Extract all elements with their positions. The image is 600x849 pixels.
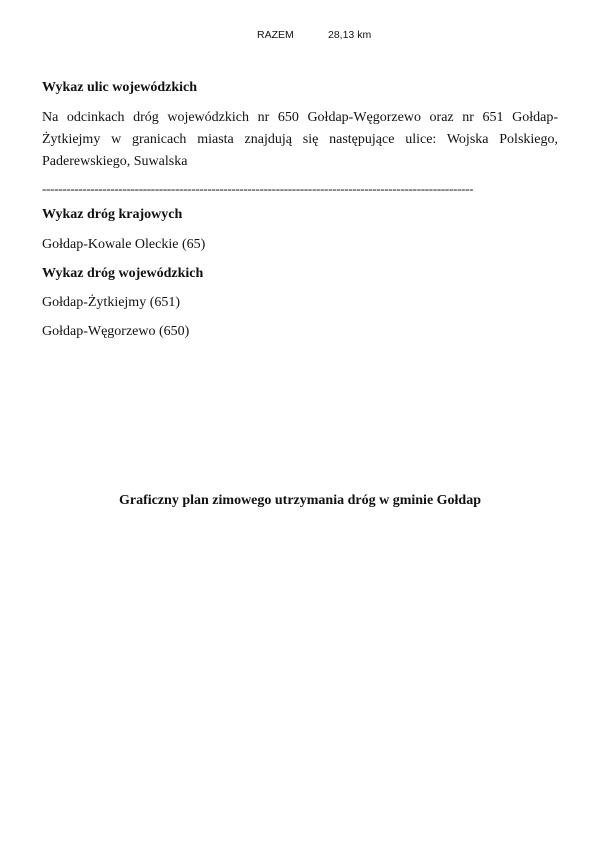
summary-label: RAZEM: [257, 29, 294, 41]
national-roads-heading: Wykaz dróg krajowych: [42, 207, 183, 222]
section-divider: -----------------------------------------------------------------------------------------------------------: [42, 181, 474, 196]
national-road-item: Gołdap-Kowale Oleckie (65): [42, 237, 206, 252]
summary-row: [0, 29, 600, 45]
voivodeship-road-item: Gołdap-Żytkiejmy (651): [42, 295, 181, 310]
voivodeship-road-item: Gołdap-Węgorzewo (650): [42, 324, 190, 339]
summary-value: 28,13 km: [328, 29, 372, 41]
voivodeship-streets-text: Na odcinkach dróg wojewódzkich nr 650 Gołdap-Węgorzewo oraz nr 651 Gołdap-Żytkiejmy w granicach miasta znajdują się następujące ulice: Wojska Polskiego, Paderewskiego, Suwalska: [42, 110, 558, 169]
voivodeship-streets-heading: Wykaz ulic wojewódzkich: [42, 80, 198, 95]
voivodeship-roads-heading: Wykaz dróg wojewódzkich: [42, 266, 204, 281]
plan-title: Graficzny plan zimowego utrzymania dróg w gminie Gołdap: [118, 493, 482, 508]
document-content: [42, 78, 558, 342]
